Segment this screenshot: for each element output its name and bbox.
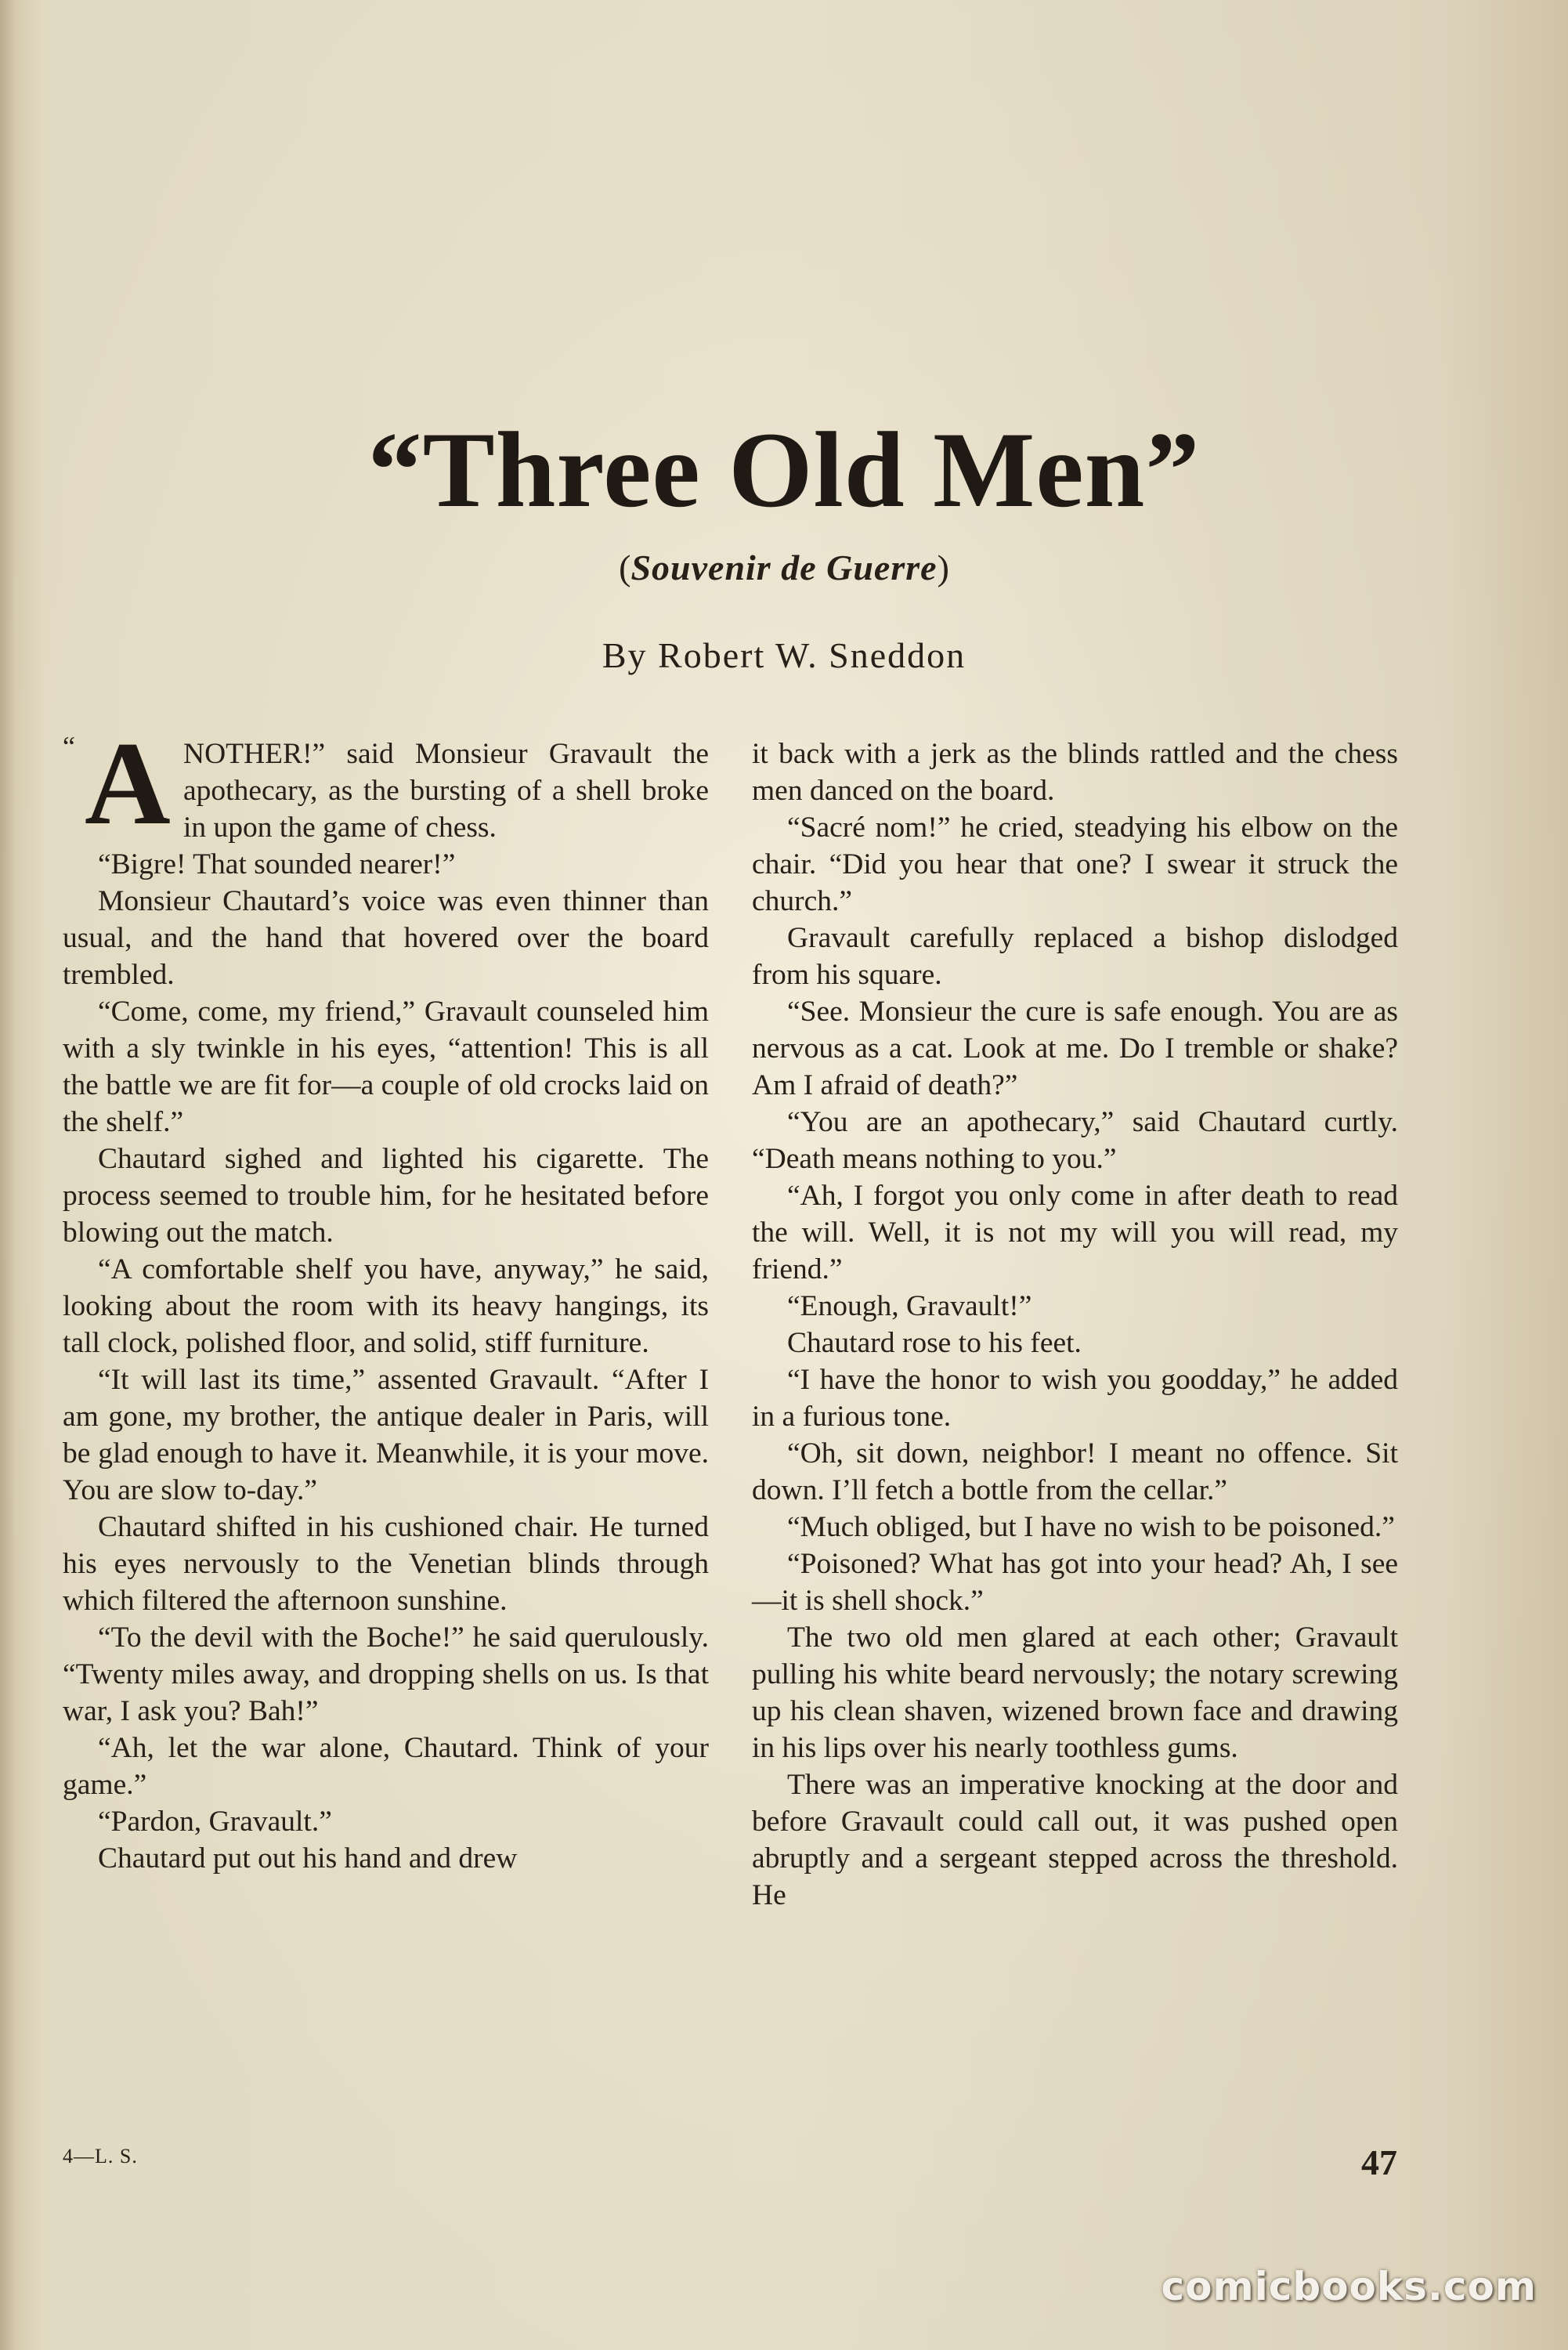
signature-mark: 4—L. S. xyxy=(63,2145,138,2167)
page-number: 47 xyxy=(1361,2142,1397,2182)
author-byline: By Robert W. Sneddon xyxy=(602,635,966,675)
paragraph: “Ah, let the war alone, Chautard. Think of your game.” xyxy=(63,1732,709,1801)
paragraph: “Ah, I forgot you only come in after death to read the will. Well, it is not my will you will read, my friend.” xyxy=(752,1180,1398,1285)
article-title: “Three Old Men” xyxy=(367,410,1201,530)
paragraph: There was an imperative knocking at the door and before Gravault could call out, it was pushed open abruptly and a sergeant stepped across the threshold. He xyxy=(752,1769,1398,1911)
paragraph: “Oh, sit down, neighbor! I meant no offence. Sit down. I’ll fetch a bottle from the cellar.” xyxy=(752,1437,1398,1506)
paragraph: “See. Monsieur the cure is safe enough. You are as nervous as a cat. Look at me. Do I tremble or shake? Am I afraid of death?” xyxy=(752,996,1398,1101)
paragraph: NOTHER!” said Monsieur Gravault the apothecary, as the bursting of a shell broke in upon the game of chess. xyxy=(183,738,709,844)
paragraph: “Bigre! That sounded nearer!” xyxy=(98,848,456,880)
paragraph: “Pardon, Gravault.” xyxy=(98,1806,332,1838)
paragraph: “Poisoned? What has got into your head? Ah, I see—it is shell shock.” xyxy=(752,1548,1398,1617)
paragraph: “Enough, Gravault!” xyxy=(787,1290,1032,1322)
paragraph: Chautard shifted in his cushioned chair. He turned his eyes nervously to the Venetian blinds through which filtered the afternoon sunshine. xyxy=(63,1511,709,1617)
paragraph: “Come, come, my friend,” Gravault counseled him with a sly twinkle in his eyes, “attention! This is all the battle we are fit for—a couple of old crocks laid on the shelf.” xyxy=(63,996,709,1138)
paragraph: “A comfortable shelf you have, anyway,” he said, looking about the room with its heavy hangings, its tall clock, polished floor, and solid, stiff furniture. xyxy=(63,1253,709,1359)
paragraph: Chautard sighed and lighted his cigarette. The process seemed to trouble him, for he hesitated before blowing out the match. xyxy=(63,1143,709,1249)
paragraph: Gravault carefully replaced a bishop dislodged from his square. xyxy=(752,922,1398,991)
paragraph: Chautard put out his hand and drew xyxy=(98,1842,518,1875)
text-column-left xyxy=(63,718,709,1877)
paragraph: “It will last its time,” assented Gravault. “After I am gone, my brother, the antique dealer in Paris, will be glad enough to have it. Meanwhile, it is your move. You are slow to-day.” xyxy=(63,1364,709,1506)
subtitle-close-paren: ) xyxy=(937,548,949,588)
site-watermark: comicbooks.com xyxy=(1161,2264,1537,2309)
article-subtitle xyxy=(0,547,1568,588)
paragraph: “Sacré nom!” he cried, steadying his elbow on the chair. “Did you hear that one? I swear it struck the church.” xyxy=(752,812,1398,917)
subtitle-open-paren: ( xyxy=(619,548,631,588)
drop-cap-block xyxy=(63,718,180,849)
paragraph: it back with a jerk as the blinds rattled and the chess men danced on the board. xyxy=(752,738,1398,807)
opening-quote-mark: “ xyxy=(63,731,75,762)
subtitle-text: Souvenir de Guerre xyxy=(630,548,938,588)
paragraph: “Much obliged, but I have no wish to be poisoned.” xyxy=(787,1511,1395,1543)
text-column-right xyxy=(752,736,1398,1914)
paragraph: Chautard rose to his feet. xyxy=(787,1327,1082,1359)
paragraph: “To the devil with the Boche!” he said querulously. “Twenty miles away, and dropping shells on us. Is that war, I ask you? Bah!” xyxy=(63,1622,709,1727)
paragraph: The two old men glared at each other; Gravault pulling his white beard nervously; the notary screwing up his clean shaven, wizened brown face and drawing in his lips over his nearly toothless gums. xyxy=(752,1622,1398,1764)
drop-cap-letter: A xyxy=(85,718,171,849)
paragraph: “I have the honor to wish you goodday,” he added in a furious tone. xyxy=(752,1364,1398,1433)
paragraph: Monsieur Chautard’s voice was even thinner than usual, and the hand that hovered over the board trembled. xyxy=(63,885,709,991)
paragraph: “You are an apothecary,” said Chautard curtly. “Death means nothing to you.” xyxy=(752,1106,1398,1175)
